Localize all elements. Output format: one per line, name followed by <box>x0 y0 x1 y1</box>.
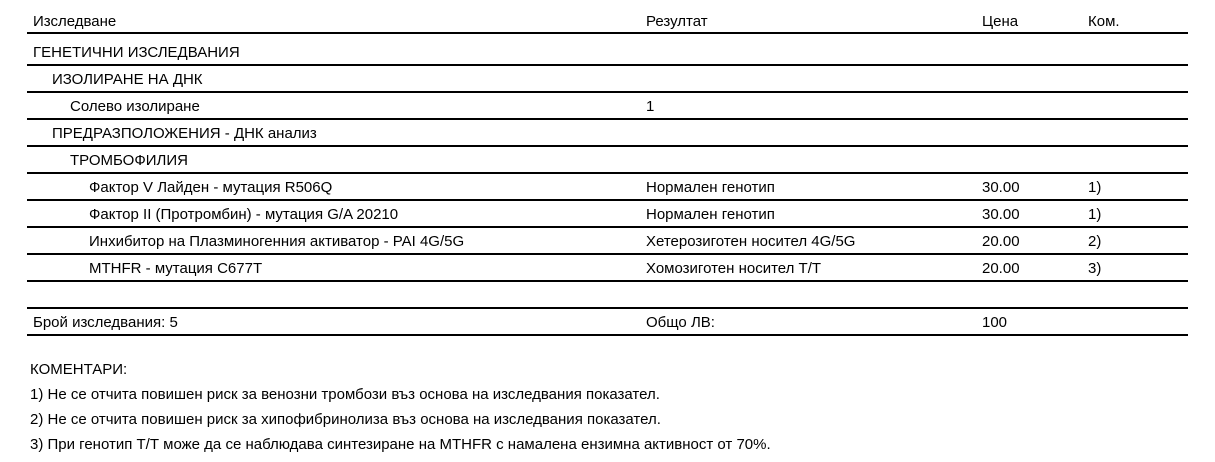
price-cell <box>982 146 1088 173</box>
table-header-row <box>27 0 1188 33</box>
price-cell <box>982 65 1088 92</box>
test-name-cell: ПРЕДРАЗПОЛОЖЕНИЯ - ДНК анализ <box>27 119 646 146</box>
result-cell: Нормален генотип <box>646 200 982 227</box>
test-name-cell: Солево изолиране <box>27 92 646 119</box>
comment-ref-cell: 2) <box>1088 227 1188 254</box>
price-cell: 100 <box>982 308 1088 335</box>
table-row <box>27 200 1188 227</box>
test-name-cell: Брой изследвания: 5 <box>27 308 646 335</box>
comment-ref-cell <box>1088 308 1188 335</box>
price-cell: 20.00 <box>982 227 1088 254</box>
comment-ref-cell <box>1088 146 1188 173</box>
summary-row <box>27 308 1188 335</box>
section-row <box>27 146 1188 173</box>
section-row <box>27 33 1188 65</box>
test-name-cell: ГЕНЕТИЧНИ ИЗСЛЕДВАНИЯ <box>27 33 646 65</box>
price-cell <box>982 119 1088 146</box>
result-cell <box>646 281 982 308</box>
comments-title: КОМЕНТАРИ: <box>30 361 128 378</box>
comment-ref-cell <box>1088 33 1188 65</box>
comment-ref-cell <box>1088 92 1188 119</box>
price-cell: 30.00 <box>982 173 1088 200</box>
section-row <box>27 119 1188 146</box>
comments-section <box>30 357 1215 457</box>
test-name-cell <box>27 281 646 308</box>
comment-line: 2) Не се отчита повишен риск за хипофибринолиза въз основа на изследвания показател. <box>30 411 661 428</box>
comments-list <box>30 382 1215 457</box>
test-name-cell: Фактор V Лайден - мутация R506Q <box>27 173 646 200</box>
comment-ref-cell <box>1088 119 1188 146</box>
result-cell: 1 <box>646 92 982 119</box>
result-cell: Хетерозиготен носител 4G/5G <box>646 227 982 254</box>
results-table-body <box>27 33 1188 335</box>
result-cell: Нормален генотип <box>646 173 982 200</box>
comment-ref-cell: 1) <box>1088 200 1188 227</box>
price-cell: 30.00 <box>982 200 1088 227</box>
col-header-result: Резултат <box>646 0 982 33</box>
table-row <box>27 227 1188 254</box>
col-header-test: Изследване <box>27 0 646 33</box>
test-name-cell: Инхибитор на Плазминогенния активатор - PAI 4G/5G <box>27 227 646 254</box>
comment-line: 1) Не се отчита повишен риск за венозни тромбози въз основа на изследвания показател. <box>30 386 660 403</box>
price-cell <box>982 281 1088 308</box>
table-row <box>27 173 1188 200</box>
spacer-row <box>27 281 1188 308</box>
result-cell <box>646 33 982 65</box>
table-row <box>27 254 1188 281</box>
test-name-cell: ТРОМБОФИЛИЯ <box>27 146 646 173</box>
table-row <box>27 92 1188 119</box>
price-cell: 20.00 <box>982 254 1088 281</box>
price-cell <box>982 33 1088 65</box>
comment-ref-cell: 1) <box>1088 173 1188 200</box>
result-cell: Общо ЛВ: <box>646 308 982 335</box>
col-header-price: Цена <box>982 0 1088 33</box>
result-cell <box>646 119 982 146</box>
test-name-cell: Фактор II (Протромбин) - мутация G/A 20210 <box>27 200 646 227</box>
col-header-comment: Ком. <box>1088 0 1188 33</box>
result-cell <box>646 65 982 92</box>
section-row <box>27 65 1188 92</box>
comment-ref-cell: 3) <box>1088 254 1188 281</box>
comment-ref-cell <box>1088 281 1188 308</box>
price-cell <box>982 92 1088 119</box>
test-name-cell: ИЗОЛИРАНЕ НА ДНК <box>27 65 646 92</box>
comment-ref-cell <box>1088 65 1188 92</box>
test-name-cell: MTHFR - мутация C677T <box>27 254 646 281</box>
results-table <box>27 0 1188 336</box>
result-cell: Хомозиготен носител T/T <box>646 254 982 281</box>
result-cell <box>646 146 982 173</box>
comment-line: 3) При генотип Т/Т може да се наблюдава синтезиране на MTHFR с намалена ензимна активност от 70%. <box>30 436 771 453</box>
